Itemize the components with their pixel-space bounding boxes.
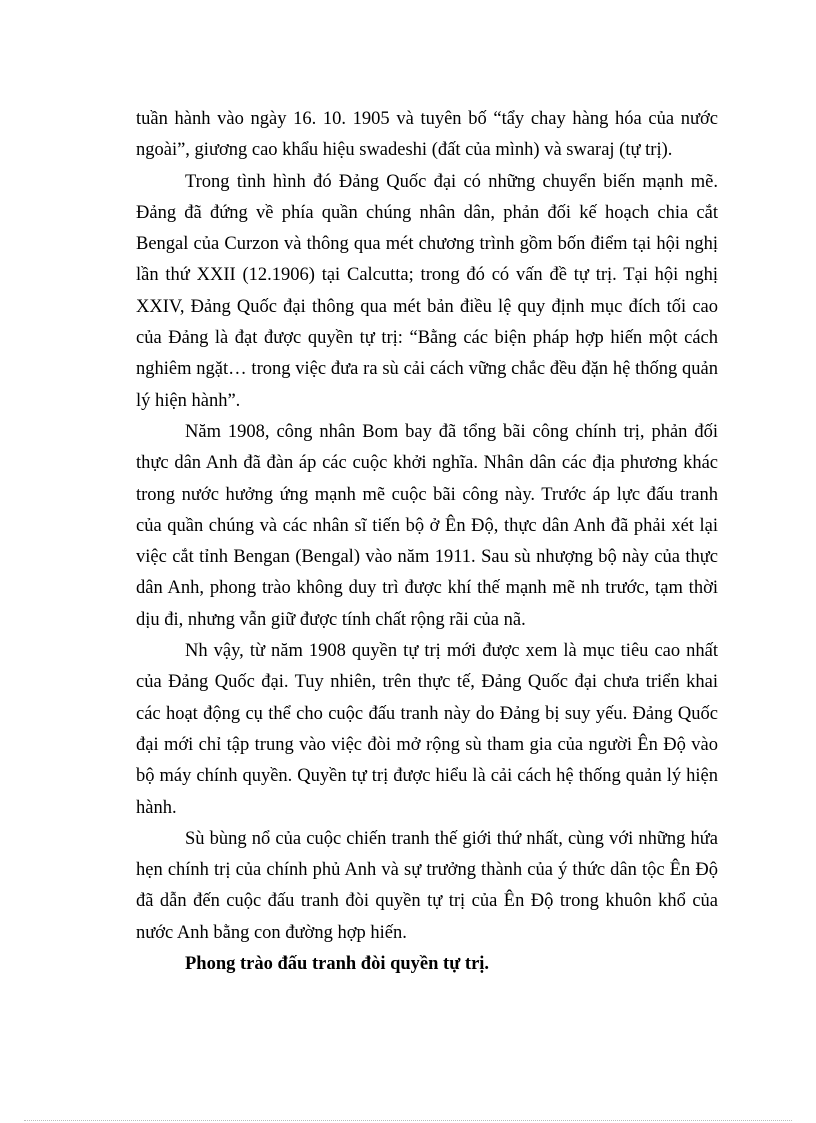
paragraph-4: Nh vậy, từ năm 1908 quyền tự trị mới được xem là mục tiêu cao nhất của Đảng Quốc đại. Tuy nhiên, trên thực tế, Đảng Quốc đại chưa triển khai các hoạt động cụ thể cho cuộc đấu tranh này do Đảng bị suy yếu. Đảng Quốc đại mới chỉ tập trung vào việc đòi mở rộng sù tham gia của người Ên Độ vào bộ máy chính quyền. Quyền tự trị được hiểu là cải cách hệ thống quản lý hiện hành. xyxy=(136,641,718,818)
paragraph-5: Sù bùng nổ của cuộc chiến tranh thế giới thứ nhất, cùng với những hứa hẹn chính trị của chính phủ Anh và sự trưởng thành của ý thức dân tộc Ên Độ đã dẫn đến cuộc đấu tranh đòi quyền tự trị của Ên Độ trong khuôn khổ của nước Anh bằng con đường hợp hiến. xyxy=(136,828,718,943)
page-bottom-divider xyxy=(24,1120,792,1121)
paragraph-2: Trong tình hình đó Đảng Quốc đại có những chuyển biến mạnh mẽ. Đảng đã đứng về phía quần chúng nhân dân, phản đối kế hoạch chia cắt Bengal của Curzon và thông qua mét chương trình gồm bốn điểm tại hội nghị lần thứ XXII (12.1906) tại Calcutta; trong đó có vấn đề tự trị. Tại hội nghị XXIV, Đảng Quốc đại thông qua mét bản điều lệ quy định mục đích tối cao của Đảng là đạt được quyền tự trị: “Bằng các biện pháp hợp hiến một cách nghiêm ngặt… trong việc đưa ra sù cải cách vững chắc đều đặn hệ thống quản lý hiện hành”. xyxy=(136,171,718,411)
document-body xyxy=(136,104,718,980)
section-heading: Phong trào đấu tranh đòi quyền tự trị. xyxy=(185,954,490,975)
paragraph-3: Năm 1908, công nhân Bom bay đã tổng bãi công chính trị, phản đối thực dân Anh đã đàn áp các cuộc khởi nghĩa. Nhân dân các địa phương khác trong nước hưởng ứng mạnh mẽ cuộc bãi công này. Trước áp lực đấu tranh của quần chúng và các nhân sĩ tiến bộ ở Ên Độ, thực dân Anh đã phải xét lại việc cắt tỉnh Bengan (Bengal) vào năm 1911. Sau sù nhượng bộ này của thực dân Anh, phong trào không duy trì được khí thế mạnh mẽ nh trước, tạm thời dịu đi, nhưng vẫn giữ được tính chất rộng rãi của nã. xyxy=(136,421,718,630)
paragraph-1: tuần hành vào ngày 16. 10. 1905 và tuyên bố “tẩy chay hàng hóa của nước ngoài”, giương cao khẩu hiệu swadeshi (đất của mình) và swaraj (tự trị). xyxy=(136,109,718,161)
